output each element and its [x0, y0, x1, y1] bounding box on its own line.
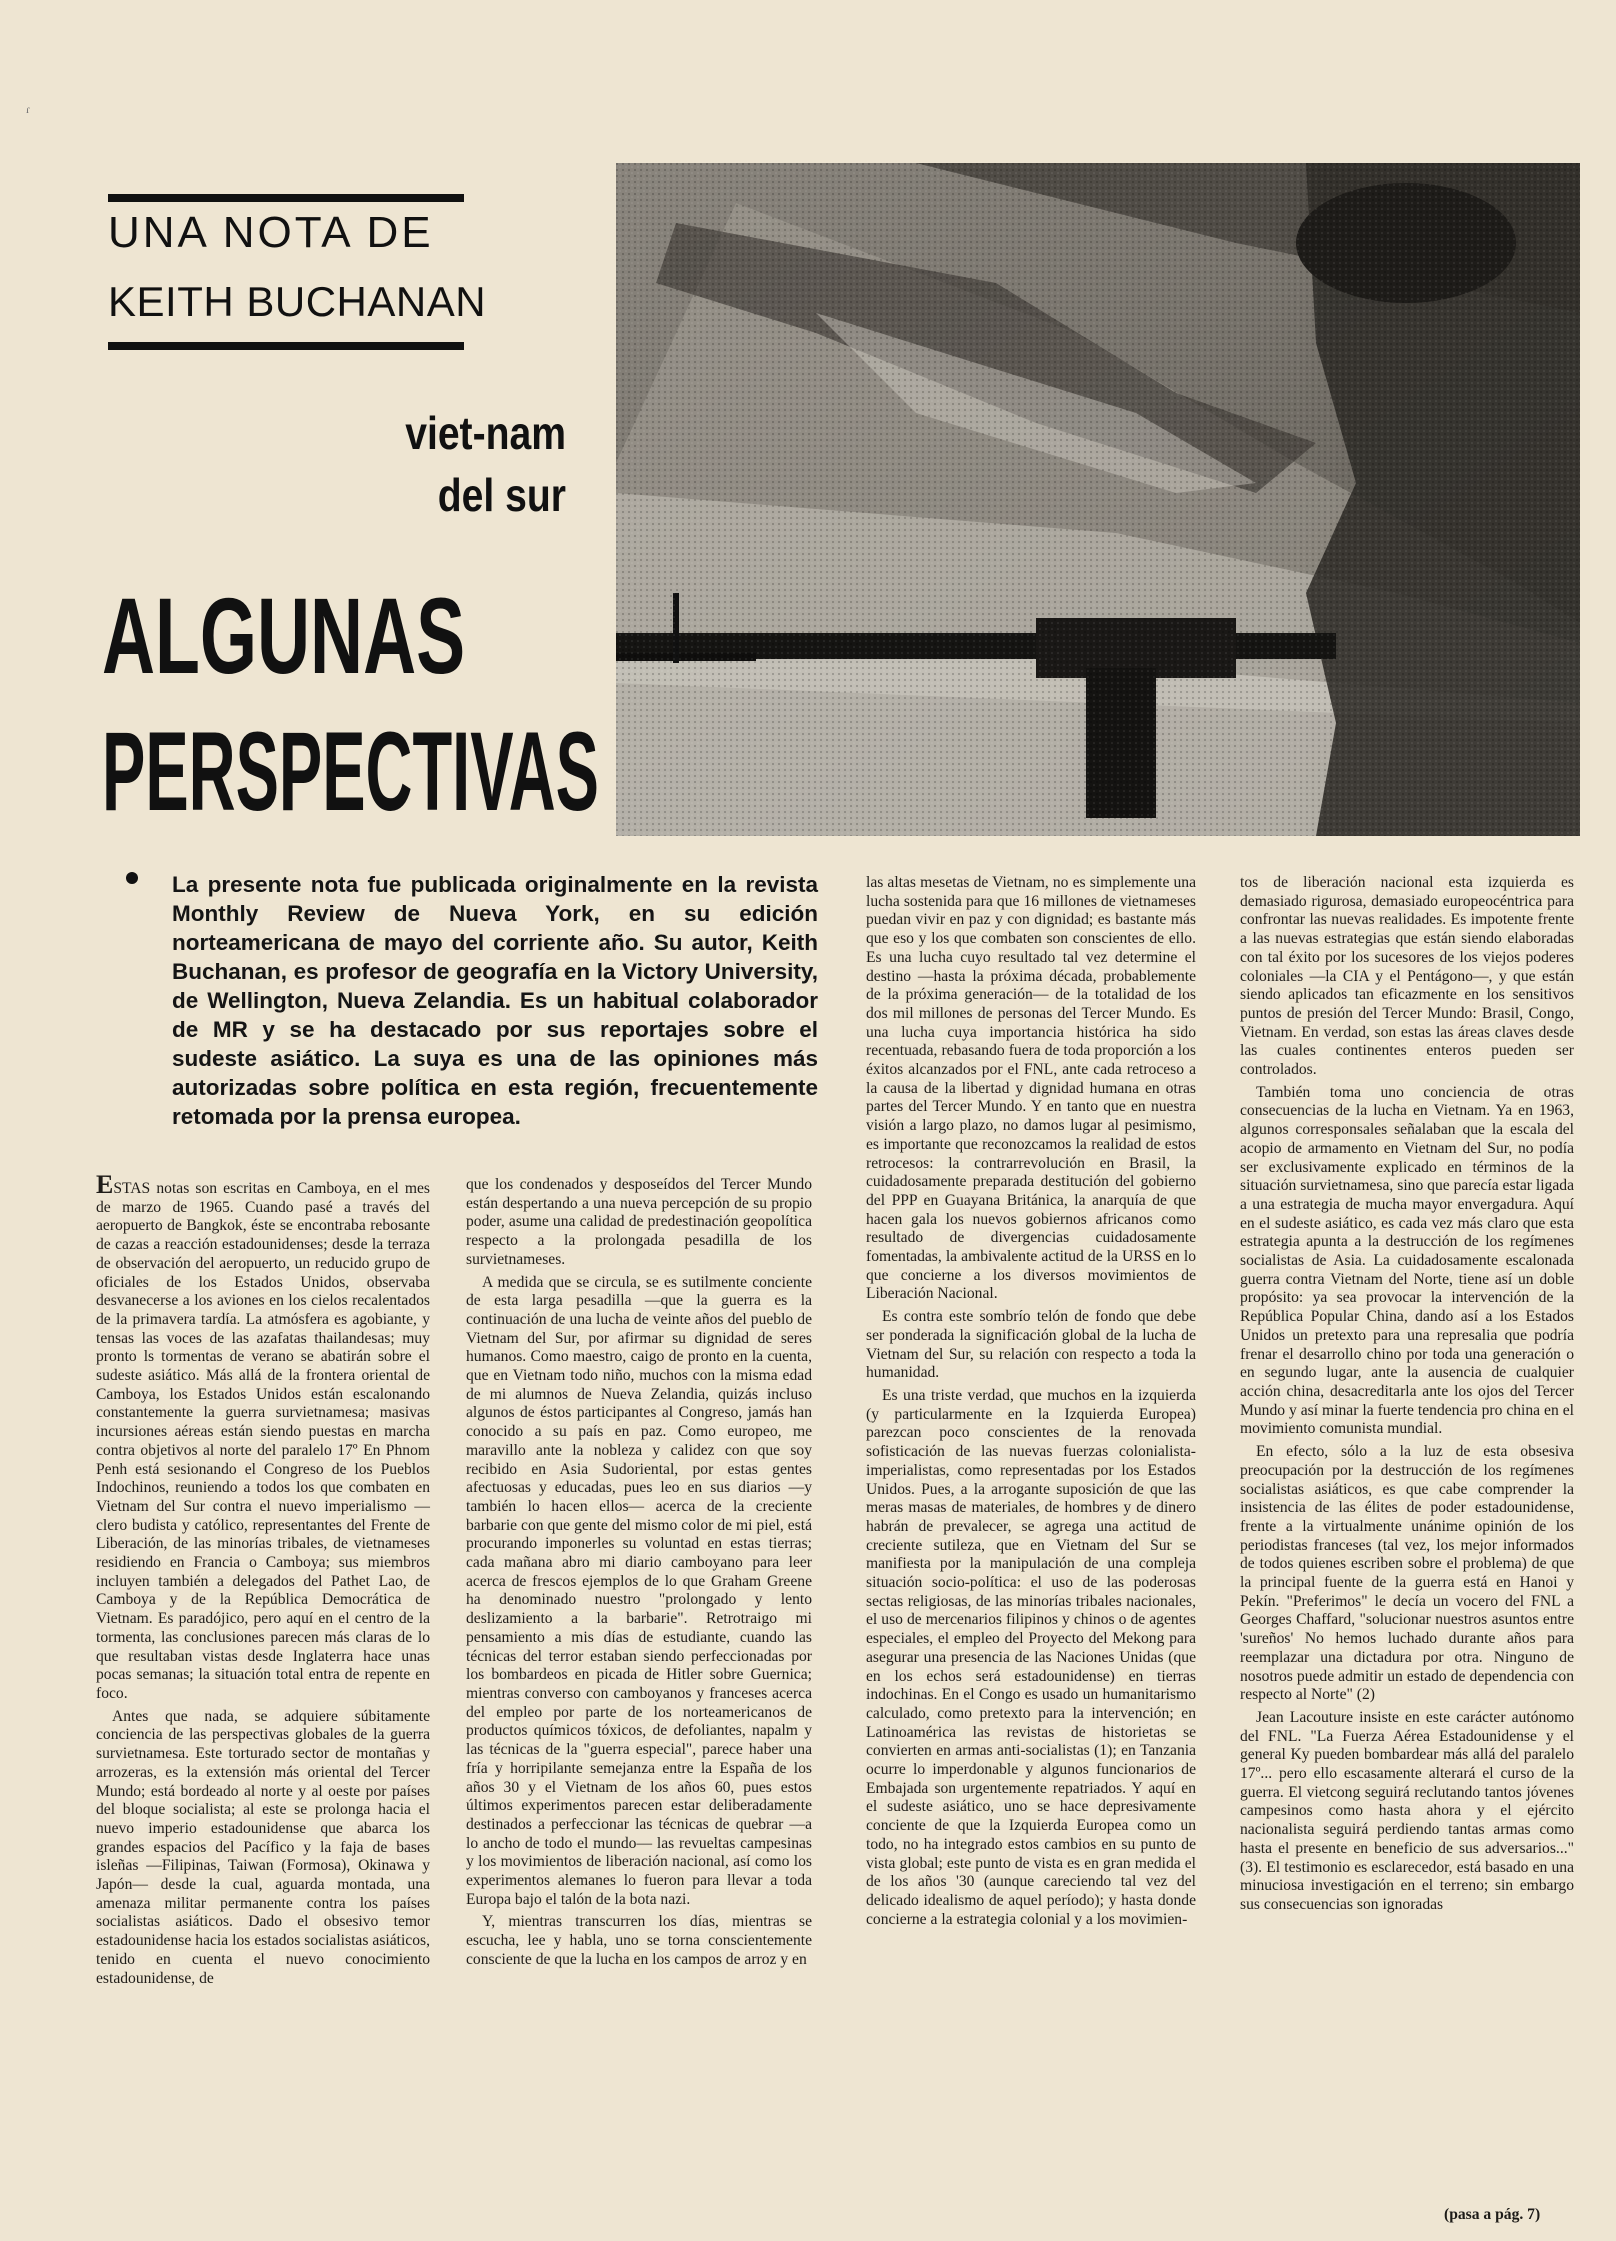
drop-cap: E	[96, 1170, 114, 1199]
subtitle-line-2: del sur	[437, 469, 566, 521]
headline-line-1: ALGUNAS	[102, 575, 466, 696]
paragraph: Es una triste verdad, que muchos en la izquierda (y particularmente en la Izquierda Europea) parezcan poco conscientes de la renovada sofisticación de las nuevas fuerzas colonialista-imperialistas, como representadas por los Estados Unidos. Pues, a la arrogante suposición de que las meras masas de materiales, de hombres y de dinero habrán de prevalecer, se agrega una actitud de creciente sutileza, que en Vietnam del Sur se manifiesta por la manipulación de una compleja situación socio-política: el uso de las poderosas sectas religiosas, de las minorías tribales nacionales, el uso de mercenarios filipinos y chinos o de agentes especiales, el empleo del Proyecto del Mekong para asegurar una presencia de las Naciones Unidas (que en los echos será estadounidense) en tierras indochinas. En el Congo es usado un humanitarismo calculado, como pretexto para la intervención; en Latinoamérica las revistas de historietas se convierten en armas anti-socialistas (1); en Tanzania ocurre lo imperdonable y algunos funcionarios de Embajada son urgentemente repatriados. Y aquí en el sudeste asiático, uno se hace depresivamente conciente de que la Izquierda Europea como un todo, no ha integrado estos cambios en su punto de vista global; este punto de vista es en gran medida el de los años '30 (aunque careciendo tal vez del delicado idealismo de aquel período); y hasta donde concierne a la estrategia colonial y a los movimien-	[866, 1386, 1196, 1928]
paragraph: Y, mientras transcurren los días, mientras se escucha, lee y habla, uno se torna conscientemente consciente de que la lucha en los campos de arroz y en	[466, 1913, 812, 1968]
byline-line-1: UNA NOTA DE	[108, 208, 434, 257]
body-column-1	[96, 1170, 430, 1992]
paragraph: También toma uno conciencia de otras consecuencias de la lucha en Vietnam. Ya en 1963, algunos corresponsales señalaban que la escala del acopio de armamento en Vietnam del Sur, no podía ser exclusivamente explicado en términos de la situación survietnamesa, sino que parecía estar ligada a una estrategia de mucha mayor envergadura. Aquí en el sudeste asiático, es cada vez más claro que esta estrategia apunta a la destrucción de los regímenes socialistas de Asia. La cuidadosamente escalonada guerra contra Vietnam del Norte, tiene así un doble propósito: ya sea provocar la intervención de la República Popular China, dando así a los Estados Unidos un pretexto para una represalia que podría frenar el desarrollo chino por toda una generación o en segundo lugar, ante la ausencia de cualquier acción china, desacreditarla ante los ojos del Tercer Mundo y así minar la fuerte tendencia pro china en el movimiento comunista mundial.	[1240, 1083, 1574, 1438]
paragraph-text: STAS notas son escritas en Camboya, en el mes de marzo de 1965. Cuando pasé a través del aeropuerto de Bangkok, éste se encontraba rebosante de cazas a reacción estadounidenses; desde la terraza de observación del aeropuerto, un reducido grupo de oficiales de los Estados Unidos, observaba desvanecerse a los aviones en los cielos recalentados de la primavera tardía. La atmósfera es agobiante, y tensas las voces de las azafatas thailandesas; muy pronto ls tormentas de verano se abatirán sobre el sudeste asiático. Más allá de la frontera oriental de Camboya, los Estados Unidos están escalonando constantemente la guerra survietnamesa; masivas incursiones aéreas están siendo puestas en marcha contra objetivos al norte del paralelo 17º En Phnom Penh está sesionando el Congreso de los Pueblos Indochinos, reuniendo a todos los que combaten en Vietnam del Sur contra el nuevo imperialismo —clero budista y católico, representantes del Frente de Liberación, de las minorías tribales, de vietnameses residiendo en Francia o Camboya; sus miembros incluyen también a delegados del Pathet Lao, de Camboya y de la República Democrática de Vietnam. Es paradójico, pero aquí en el centro de la tormenta, las conclusiones parecen más claras de lo que resultaban vistas desde Inglaterra hace unas pocas semanas; la situación total entra de repente en foco.	[96, 1180, 430, 1702]
bottom-rule	[108, 342, 464, 350]
body-column-2	[466, 1176, 812, 1974]
body-column-3	[866, 874, 1196, 1933]
lead-paragraph: La presente nota fue publicada originalmente en la revista Monthly Review de Nueva York, en su edición norteamericana de mayo del corriente año. Su autor, Keith Buchanan, es profesor de geografía en la Victory University, de Wellington, Nueva Zelandia. Es un habitual colaborador de MR y se ha destacado por sus reportajes sobre el sudeste asiático. La suya es una de las opiniones más autorizadas sobre política en esta región, frecuentemente retomada por la prensa europea.	[172, 872, 818, 1129]
paragraph: que los condenados y desposeídos del Tercer Mundo están despertando a una nueva percepción de su propio poder, asume una calidad de predestinación geopolítica respecto a la prolongada pesadilla de los survietnameses.	[466, 1176, 812, 1268]
paragraph: las altas mesetas de Vietnam, no es simplemente una lucha sostenida para que 16 millones de vietnameses puedan vivir en paz y con dignidad; es bastante más que eso y los que combaten son conscientes de ello. Es una lucha cuyo resultado tal vez determine el destino —hasta la próxima década, probablemente de la próxima generación— de la totalidad de los dos mil millones de personas del Tercer Mundo. Es una lucha cuya importancia histórica ha sido recentuada, rebasando fuera de toda proporción a los éxitos alcanzados por el FNL, ante cada retroceso a la causa de la libertad y dignidad humana en otras partes del Tercer Mundo. Y en tanto que en nuestra visión a largo plazo, no damos lugar al pesimismo, es importante que reconozcamos la realidad de estos retrocesos: la contrarrevolución en Brasil, la cuidadosamente preparada destitución del gobierno del PPP en Guayana Británica, la anarquía de que hacen gala los nuevos gobiernos africanos como resultado de divergencias cuidadosamente fomentadas, la ambivalente actitud de la URSS en lo que concierne a los diversos movimientos de Liberación Nacional.	[866, 874, 1196, 1303]
lead-bullet	[126, 872, 138, 884]
paragraph: Antes que nada, se adquiere súbitamente conciencia de las perspectivas globales de la guerra survietnamesa. Este torturado sector de montañas y arrozeras, es la extensión más oriental del Tercer Mundo; está bordeado al norte y al oeste por países del bloque socialista; al este se prolonga hacia el nuevo imperio estadounidense que abarca los grandes espacios del Pacífico y la faja de bases isleñas —Filipinas, Taiwan (Formosa), Okinawa y Japón— desde la cual, aguarda montada, una amenaza militar permanente contra los países socialistas asiáticos. Dado el obsesivo temor estadounidense hacia los estados socialistas asiáticos, tenido en cuenta el nuevo conocimiento estadounidense, de	[96, 1707, 430, 1987]
paragraph: tos de liberación nacional esta izquierda es demasiado rigurosa, demasiado europeocéntrica para confrontar las nuevas realidades. Es impotente frente a las nuevas estrategias que están siendo elaboradas con tal éxito por los sucesores de los viejos poderes coloniales —la CIA y el Pentágono—, y que están siendo aplicados tan eficazmente en los sensitivos puntos de presión del Tercer Mundo: Brasil, Congo, Vietnam. En verdad, son estas las áreas claves desde las cuales continentes enteros pueden ser controlados.	[1240, 874, 1574, 1079]
headline-line-2: PERSPECTIVAS	[102, 709, 599, 834]
continuation-note: (pasa a pág. 7)	[1444, 2206, 1541, 2223]
byline-line-2: KEITH BUCHANAN	[108, 278, 487, 325]
paragraph: En efecto, sólo a la luz de esta obsesiva preocupación por la destrucción de los regímenes socialistas asiáticos, es que cabe comprender la insistencia de las élites de poder estadounidense, frente a la virtualmente unánime opinión de los periodistas franceses (tal vez, los mejor informados de todos quienes escriben sobre el problema) de que la principal fuente de la guerra está en Hanoi y Pekín. "Preferimos" le decía un vocero del FNL a Georges Chaffard, "solucionar nuestros asuntos entre 'sureños' No hemos luchado durante años para reemplazar una dictadura por otra. Ninguno de nosotros puede admitir un estado de dependencia con respecto al Norte" (2)	[1240, 1443, 1574, 1704]
top-rule	[108, 194, 464, 202]
paragraph: A medida que se circula, se es sutilmente conciente de esta larga pesadilla —que la guerra es la continuación de una lucha de veinte años del pueblo de Vietnam del Sur, por afirmar su dignidad de seres humanos. Como maestro, caigo de pronto en la cuenta, que en Vietnam todo niño, muchos con la misma edad de mi alumnos de Nueva Zelandia, quizás incluso algunos de éstos participantes al Congreso, jamás han conocido a su país en paz. Como europeo, me maravillo ante la nobleza y calidez con que soy recibido en Asia Sudoriental, por estas gentes afectuosas y educadas, pues leo en sus diarios —y también lo hacen ellos— acerca de la creciente barbarie con que gente del mismo color de mi piel, está procurando imponerles su voluntad en estas tierras; cada mañana abro mi diario camboyano para leer acerca de frescos ejemplos de lo que Graham Greene ha denominado nuestro "prolongado y lento deslizamiento a la barbarie". Retrotraigo mi pensamiento a mis días de estudiante, cuando las técnicas del terror estaban siendo perfeccionadas por los bombardeos en picada de Hitler sobre Guernica; mientras converso con camboyanos y franceses acerca del empleo por parte de los norteamericanos de productos químicos tóxicos, de defoliantes, napalm y las técnicas de la "guerra especial", parece haber una fría y horripilante semejanza entre la España de los años 30 y el Vietnam de los años 60, pues estos últimos experimentos parecen estar deliberadamente destinados a perfeccionar las técnicas de quebrar —a lo ancho de todo el mundo— las revueltas campesinas y los movimientos de liberación nacional, así como los experimentos alemanes lo fueron para llevar a toda Europa bajo el talón de la bota nazi.	[466, 1273, 812, 1908]
body-column-4	[1240, 874, 1574, 1919]
paragraph: Es contra este sombrío telón de fondo que debe ser ponderada la significación global de la lucha de Vietnam del Sur, su relación con respecto a toda la humanidad.	[866, 1308, 1196, 1382]
war-photo	[616, 163, 1580, 836]
paragraph	[96, 1170, 430, 1704]
paragraph: Jean Lacouture insiste en este carácter autónomo del FNL. "La Fuerza Aérea Estadounidense y el general Ky pueden bombardear más allá del paralelo 17º... pero ello escasamente alterará el curso de la guerra. El vietcong seguirá reclutando tantos jóvenes campesinos como hasta ahora y el ejército nacionalista seguirá perdiendo tantas armas como hasta el presente en beneficio de sus adversarios..." (3). El testimonio es esclarecedor, está basado en una minuciosa investigación en el terreno; sin embargo sus consecuencias son ignoradas	[1240, 1708, 1574, 1913]
photo-illustration	[616, 163, 1580, 836]
margin-mark: ɾ	[26, 102, 30, 116]
subtitle-line-1: viet-nam	[405, 407, 566, 459]
